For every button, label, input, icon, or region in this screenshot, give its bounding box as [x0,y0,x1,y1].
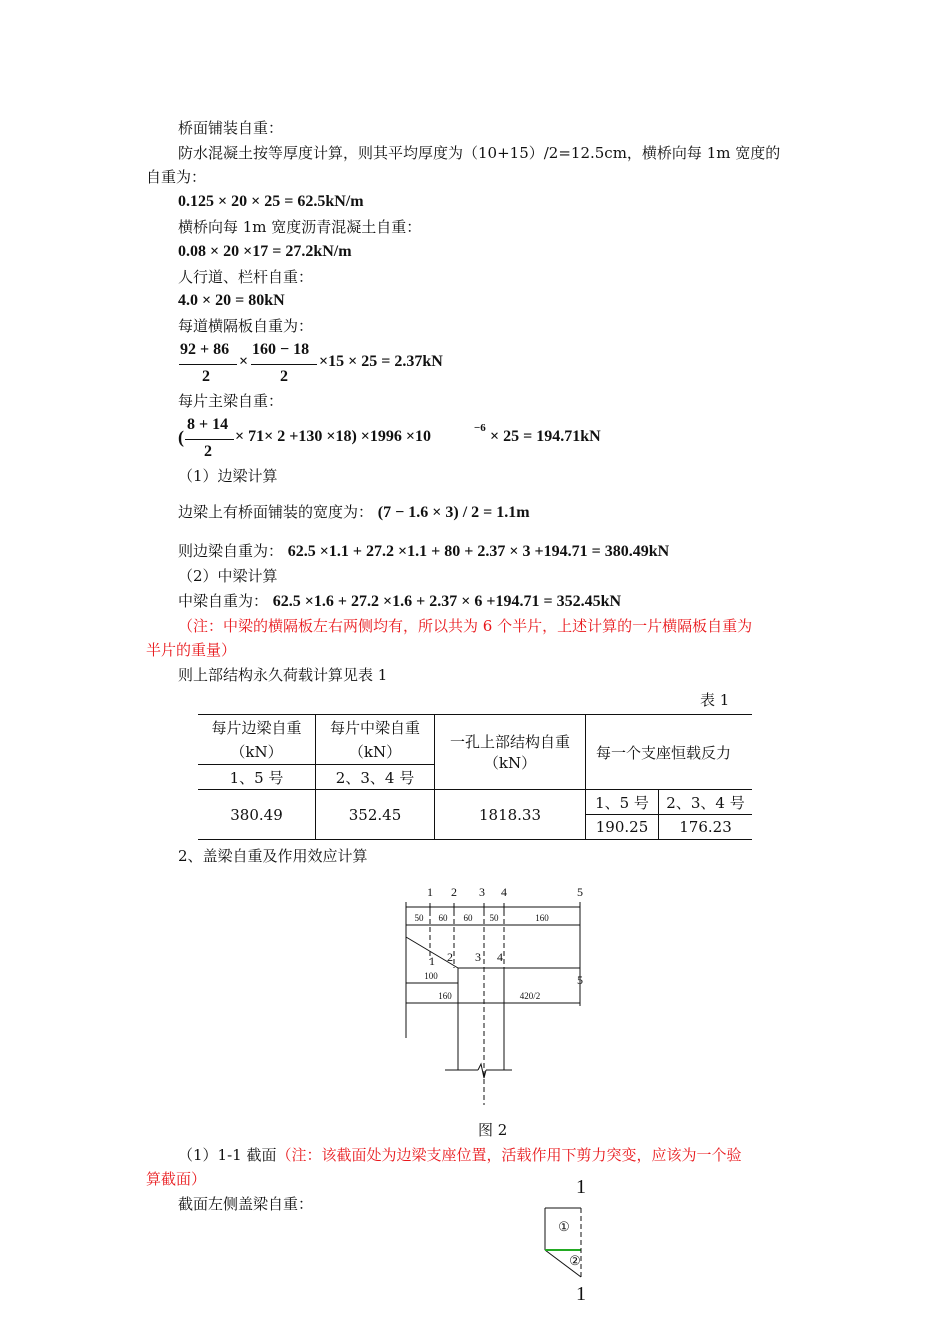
frac2-numerator: 160 − 18 [252,341,310,358]
equation-waterproof: 0.125 × 20 × 25 = 62.5kN/m [178,193,364,210]
fig2-dim-420: 420/2 [519,991,541,1001]
fig2-label-3: 3 [479,885,485,899]
note-diaphragm: （注：中梁的横隔板左右两侧均有，所以共为 6 个半片，上述计算的一片横隔板自重为 [178,617,753,635]
heading-cap-beam: 2、盖梁自重及作用效应计算 [178,847,368,865]
section-1-1-note-cont: 算截面） [146,1170,207,1188]
frac1-numerator: 92 + 86 [180,341,230,358]
paragraph-waterproof: 防水混凝土按等厚度计算，则其平均厚度为（10+15）/2=12.5cm，横桥向每 1m 宽度的 [178,144,781,162]
cell-reaction-middle: 176.23 [659,815,753,840]
cell-reaction-edge: 190.25 [586,815,659,840]
middle-weight-text: 中梁自重为： [178,592,269,610]
frac2-denominator: 2 [280,368,288,385]
fig2-sec-1: 1 [429,954,435,968]
fig2-sec-5: 5 [577,973,583,987]
paragraph-asphalt: 横桥向每 1m 宽度沥青混凝土自重： [178,218,422,236]
heading-middle-girder: （2）中梁计算 [178,567,278,585]
section-1-1-label: （1）1-1 截面 [178,1146,277,1164]
fig2-sec-3: 3 [475,950,481,964]
fig2-dim-50b: 50 [489,913,499,923]
sub-reaction-edge: 1、5 号 [586,790,659,815]
fig3-label-bottom: 1 [576,1283,586,1305]
table-caption: 表 1 [700,691,730,709]
fig2-dim-160: 160 [535,913,549,923]
header-span-weight-unit: （kN） [483,754,537,772]
cell-span-weight: 1818.33 [435,790,586,840]
paragraph-table-ref: 则上部结构永久荷载计算见表 1 [178,666,388,684]
fig2-label-2: 2 [451,885,457,899]
fig2-dim-60a: 60 [438,913,448,923]
frac1-denominator: 2 [202,368,210,385]
fig2-label-1: 1 [427,885,433,899]
header-middle-unit: （kN） [316,740,435,765]
section-1-1-note: （注：该截面处为边梁支座位置，活载作用下剪力突变，应该为一个验 [276,1146,742,1164]
equation-asphalt: 0.08 × 20 ×17 = 27.2kN/m [178,243,352,260]
heading-deck-weight: 桥面铺装自重： [178,119,284,137]
fig3-label-top: 1 [576,1176,586,1198]
paragraph-diaphragm: 每道横隔板自重为： [178,317,314,335]
header-bearing-reaction: 每一个支座恒载反力 [586,715,753,790]
header-edge-unit: （kN） [198,740,316,765]
times-sign: × [239,353,249,370]
header-edge-girder: 每片边梁自重 [198,715,316,740]
fig2-dim-160b: 160 [438,991,452,1001]
heading-section-1-1 [178,1145,741,1165]
paragraph-girder: 每片主梁自重： [178,392,284,410]
edge-weight-text: 则边梁自重为： [178,542,284,560]
fig2-label-5: 5 [577,885,583,899]
equation-girder-body: × 71× 2 +130 ×18) ×1996 ×10 [235,428,432,445]
paragraph-sidewalk: 人行道、栏杆自重： [178,268,314,286]
sub-middle-nos: 2、3、4 号 [316,765,435,790]
figure-2-caption: 图 2 [478,1121,508,1139]
edge-width-text: 边梁上有桥面铺装的宽度为： [178,503,374,521]
sub-edge-nos: 1、5 号 [229,768,284,787]
fig2-label-4: 4 [501,885,507,899]
middle-weight-equation: 62.5 ×1.6 + 27.2 ×1.6 + 2.37 × 6 +194.71 = 352.45kN [272,593,622,610]
sub-reaction-middle: 2、3、4 号 [659,790,753,815]
fig3-part-1: ① [558,1219,570,1234]
equation-girder-tail: × 25 = 194.71kN [490,428,601,445]
fig2-sec-4: 4 [497,950,503,964]
equation-sidewalk: 4.0 × 20 = 80kN [178,292,285,309]
frac3-numerator: 8 + 14 [187,416,229,433]
fig2-dim-100: 100 [424,971,438,981]
paragraph-left-weight: 截面左侧盖梁自重： [178,1195,314,1213]
header-span-weight-label: 一孔上部结构自重 [449,733,570,751]
fig3-part-2: ② [569,1253,581,1268]
cell-edge-weight: 380.49 [198,790,316,840]
fig2-dim-60b: 60 [463,913,473,923]
equation-diaphragm-rest: ×15 × 25 = 2.37kN [319,353,443,370]
heading-edge-girder: （1）边梁计算 [178,467,278,485]
paragraph-waterproof-cont: 自重为： [146,168,207,186]
cell-middle-weight: 352.45 [316,790,435,840]
frac3-denominator: 2 [204,443,212,460]
fig2-sec-2: 2 [447,950,453,964]
fig2-dim-50a: 50 [414,913,424,923]
header-middle-girder: 每片中梁自重 [316,715,435,740]
exponent: −6 [474,422,486,434]
open-paren: ( [178,427,184,447]
edge-weight-equation: 62.5 ×1.1 + 27.2 ×1.1 + 80 + 2.37 × 3 +194.71 = 380.49kN [287,543,670,560]
edge-width-equation: (7 − 1.6 × 3) / 2 = 1.1m [377,504,530,521]
note-diaphragm-cont: 半片的重量） [146,641,237,659]
